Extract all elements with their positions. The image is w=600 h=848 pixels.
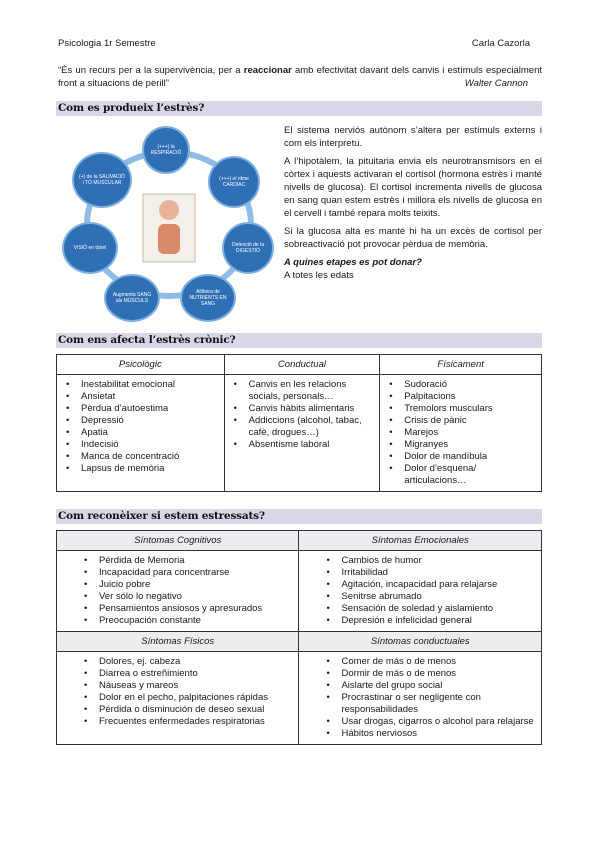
list-item: • Tremolors musculars: [388, 403, 537, 415]
list-item: • Agitación, incapacidad para relajarse: [325, 579, 537, 591]
list-item: • Depressió: [65, 415, 220, 427]
author-name: Carla Cazorla: [471, 38, 530, 49]
list-item: • Indecisió: [65, 439, 220, 451]
list-item: • Apatia: [65, 427, 220, 439]
list-item: • Manca de concentració: [65, 451, 220, 463]
quote-text-1: “És un recurs per a la supervivència, per a: [58, 65, 244, 76]
diagram-node-visio: VISIÓ en túnel: [62, 222, 118, 274]
diagram-node-respiracio: (+++) la RESPIRACIÓ: [142, 126, 190, 174]
table-cell-conductual: [224, 375, 380, 492]
table-cell-emocionales: [299, 551, 542, 632]
table-cell-psicologic: [57, 375, 225, 492]
paragraph: Si la glucosa alta es manté hi ha un excès de cortisol per sobreactivació pot provocar pèrdua de memòria.: [284, 226, 542, 250]
list-item: • Ver sólo lo negativo: [83, 591, 294, 603]
list-item: • Sudoració: [388, 379, 537, 391]
answer: A totes les edats: [284, 270, 354, 281]
organ-shape: [158, 224, 180, 254]
diagram-node-nutrients: Allibera de NUTRIENTS EN SANG: [180, 274, 236, 322]
list-item: • Frecuentes enfermedades respiratorias: [83, 716, 294, 728]
section-title-1: Com es produeix l’estrès?: [58, 102, 205, 114]
list-item: • Aislarte del grupo social: [325, 680, 537, 692]
quote-bold: reaccionar: [243, 65, 292, 76]
list-item: • Hábitos nerviosos: [325, 728, 537, 740]
quote-author: Walter Cannon: [464, 78, 528, 89]
list-item: • Pérdida o disminución de deseo sexual: [83, 704, 294, 716]
diagram-node-cardiac: (+++) el ritme CARDÍAC: [208, 156, 260, 208]
list-item: • Preocupación constante: [83, 615, 294, 627]
list-item: • Senitrse abrumado: [325, 591, 537, 603]
list-item: • Pérdida de Memoria: [83, 555, 294, 567]
diagram-node-musculs: Augmenta SANG als MÚSCULS: [104, 274, 160, 322]
list-item: • Depresión e infelicidad general: [325, 615, 537, 627]
list-item: • Dolor d’esquena/ articulacions…: [388, 463, 537, 487]
table-cell-fisicament: [380, 375, 542, 492]
stress-diagram: [58, 124, 280, 324]
list-item: • Dolores, ej. cabeza: [83, 656, 294, 668]
list-item: • Dolor de mandíbula: [388, 451, 537, 463]
chronic-stress-table: [56, 354, 542, 492]
paragraph: El sistema nerviós autònom s’altera per estímuls externs i com els interpretu.: [284, 125, 542, 149]
section-title-2: Com ens afecta l’estrès crònic?: [58, 334, 236, 346]
quote-text-2: amb efectivitat davant dels canvis i estímuls especialment front a situacions de perill”: [58, 65, 542, 89]
question: A quines etapes es pot donar?: [284, 257, 422, 268]
list-item: • Dormir de más o de menos: [325, 668, 537, 680]
list-item: • Comer de más o de menos: [325, 656, 537, 668]
list-item: • Procrastinar o ser negligente con responsabilidades: [325, 692, 537, 716]
list-item: • Pensamientos ansiosos y apresurados: [83, 603, 294, 615]
list-item: • Canvis en les relacions socials, personals…: [233, 379, 376, 403]
section-bar-3: [56, 509, 542, 524]
course-title: Psicologia 1r Semestre: [58, 38, 156, 49]
list-item: • Sensación de soledad y aislamiento: [325, 603, 537, 615]
list-item: • Addiccions (alcohol, tabac, cafè, drogues…): [233, 415, 376, 439]
section1-text: [284, 124, 542, 287]
section-bar-1: [56, 101, 542, 116]
list-item: • Cambios de humor: [325, 555, 537, 567]
table-header: Físicament: [380, 355, 542, 375]
intro-quote: [58, 64, 542, 90]
list-item: • Juicio pobre: [83, 579, 294, 591]
list-item: • Crisis de pànic: [388, 415, 537, 427]
table-header: Síntomas Cognitivos: [57, 531, 299, 551]
list-item: • Inestabilitat emocional: [65, 379, 220, 391]
paragraph: A l’hipotàlem, la pituitaria envia els neurotransmisors en el còrtex i aquests activaran el cortisol (hormona estrès i manté nivells de glucosa). El cortisol incrementa nivells de glucosa en sang quan estem estrès i millora els nivells de glucosa en el cervell i també repara molts teixits.: [284, 156, 542, 219]
table-header: Psicològic: [57, 355, 225, 375]
diagram-node-digestio: Detenció de la DIGESTIÓ: [222, 222, 274, 274]
section-bar-2: [56, 333, 542, 348]
table-cell-conductuales: [299, 652, 542, 745]
list-item: • Dolor en el pecho, palpitaciones rápidas: [83, 692, 294, 704]
list-item: • Náuseas y mareos: [83, 680, 294, 692]
list-item: • Pèrdua d’autoestima: [65, 403, 220, 415]
section-title-3: Com reconèixer si estem estressats?: [58, 510, 265, 522]
list-item: • Absentisme laboral: [233, 439, 376, 451]
list-item: • Incapacidad para concentrarse: [83, 567, 294, 579]
list-item: • Irritabilidad: [325, 567, 537, 579]
table-header: Síntomas Emocionales: [299, 531, 542, 551]
table-cell-cognitivos: [57, 551, 299, 632]
list-item: • Diarrea o estreñimiento: [83, 668, 294, 680]
symptoms-table: [56, 530, 542, 745]
table-header: Síntomas conductuales: [299, 632, 542, 652]
list-item: • Canvis hàbits alimentaris: [233, 403, 376, 415]
brain-shape: [159, 200, 179, 220]
table-header: Conductual: [224, 355, 380, 375]
list-item: • Palpitacions: [388, 391, 537, 403]
table-cell-fisicos: [57, 652, 299, 745]
page-header: [58, 38, 530, 49]
table-header: Síntomas Físicos: [57, 632, 299, 652]
list-item: • Migranyes: [388, 439, 537, 451]
list-item: • Ansietat: [65, 391, 220, 403]
list-item: • Marejos: [388, 427, 537, 439]
list-item: • Usar drogas, cigarros o alcohol para relajarse: [325, 716, 537, 728]
diagram-node-salivacio: (+) de la SALIVACIÓ i TÓ MUSCULAR: [72, 152, 132, 208]
list-item: • Lapsus de memòria: [65, 463, 220, 475]
